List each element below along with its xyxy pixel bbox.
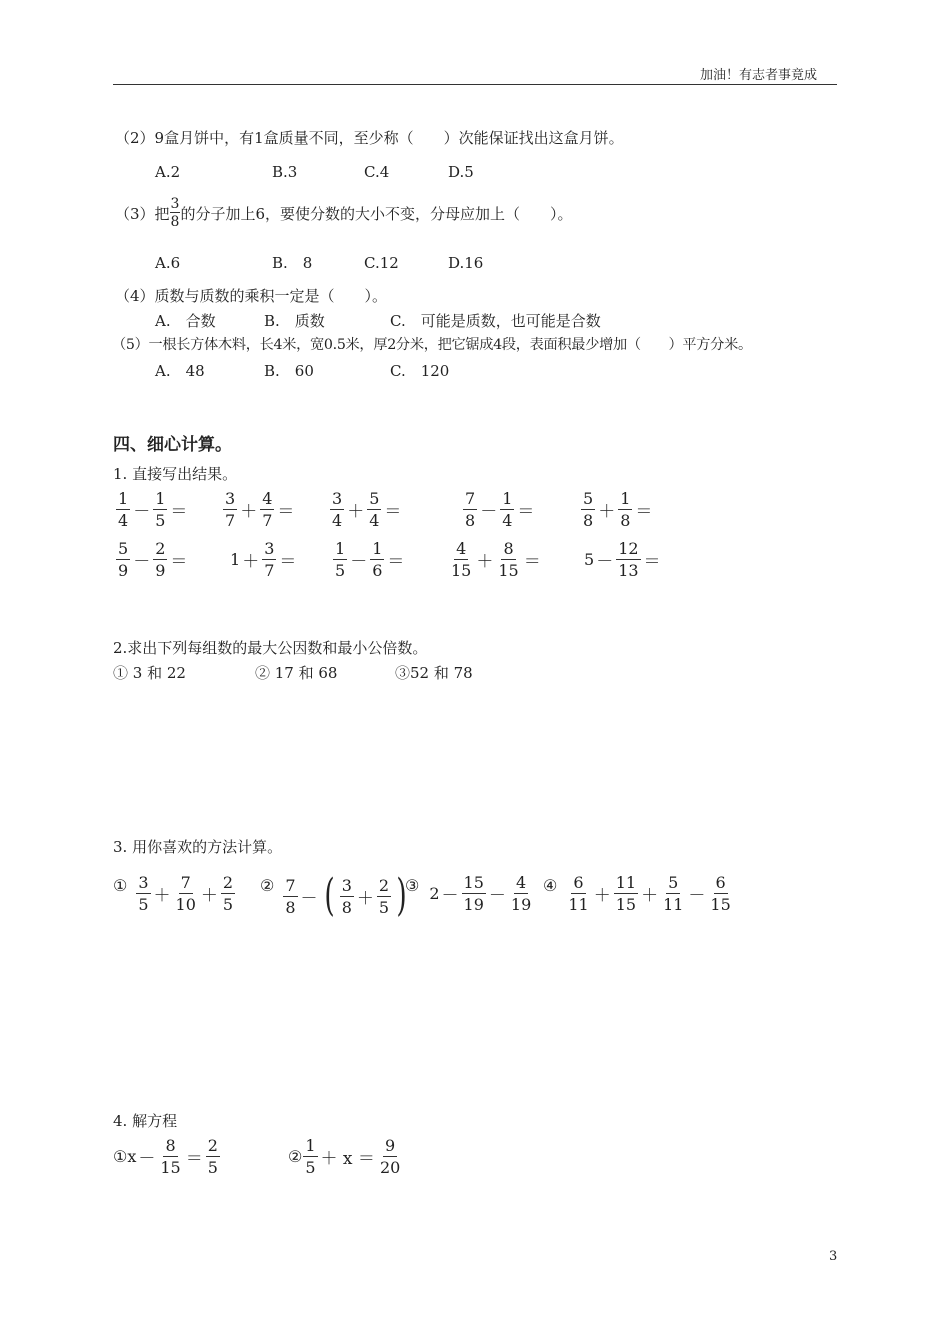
numerator: 7: [180, 873, 191, 892]
denominator: 20: [379, 1158, 401, 1177]
q2-option-c: C.4: [364, 163, 390, 181]
expression-term: ②: [260, 876, 275, 895]
numerator: 11: [615, 873, 637, 892]
numerator: 1: [372, 539, 383, 558]
denominator: 11: [568, 895, 589, 914]
denominator: 15: [451, 561, 472, 580]
numerator: 7: [285, 875, 296, 895]
expression-term: 2: [429, 884, 440, 903]
calc-r2-1: [115, 540, 189, 579]
numerator: 4: [262, 489, 273, 508]
calc3-expr-4: [543, 874, 734, 913]
denominator: 9: [155, 561, 166, 580]
question-5: （5）一根长方体木料，长4米，宽0.5米，厚2分米，把它锯成4段，表面积最少增加（ ）平方分米。: [112, 337, 752, 353]
fraction: [618, 490, 632, 529]
fraction: [136, 874, 150, 913]
numerator: 1: [502, 489, 513, 508]
calc-r2-2: [230, 540, 298, 579]
denominator: 5: [138, 895, 149, 914]
q5-option-a: A. 48: [155, 362, 205, 380]
numerator: 1: [620, 489, 631, 508]
fraction: [463, 490, 477, 529]
operator: ＝: [523, 552, 541, 572]
operator: ＋: [200, 886, 218, 906]
calc-r2-3: [332, 540, 406, 579]
fraction: [260, 490, 274, 529]
fraction: [708, 874, 732, 913]
gcd-item-1: ① 3 和 22: [113, 664, 186, 682]
question-4: （4）质数与质数的乘积一定是（ ）。: [115, 287, 388, 305]
numerator: 2: [378, 875, 390, 895]
denominator: 7: [225, 511, 236, 530]
numerator: 1: [118, 489, 129, 508]
fraction: [221, 874, 235, 913]
q5-option-c: C. 120: [390, 362, 450, 380]
expression-term: ②: [288, 1147, 303, 1166]
fraction: [283, 877, 297, 916]
operator: ＋: [593, 886, 611, 906]
numerator: 8: [503, 539, 514, 558]
numerator: 6: [573, 873, 584, 892]
numerator: 1: [305, 1136, 316, 1155]
part2-title: 2.求出下列每组数的最大公因数和最小公倍数。: [113, 639, 428, 657]
calc-r1-1: [115, 490, 189, 529]
operator: ＝: [384, 502, 402, 522]
fraction: [377, 877, 391, 916]
q3-option-b: B. 8: [272, 254, 313, 272]
calc-r2-4: [448, 540, 543, 579]
expression-term: ③: [405, 876, 420, 895]
operator: ＋: [356, 888, 374, 909]
q4-option-b: B. 质数: [264, 312, 325, 330]
expression-term: ④: [543, 876, 558, 895]
q3-suffix: 的分子加上6，要使分数的大小不变，分母应加上（ ）。: [180, 204, 573, 223]
denominator: 19: [510, 895, 532, 914]
denominator: 4: [332, 511, 343, 530]
denominator: 5: [155, 511, 166, 530]
fraction: [378, 1137, 402, 1176]
numerator: 2: [155, 539, 166, 558]
denominator: 5: [222, 895, 234, 914]
numerator: 5: [583, 489, 594, 508]
question-3: [115, 196, 573, 231]
operator: ＋ x ＝: [320, 1149, 375, 1169]
question-2: （2）9盒月饼中，有1盒质量不同，至少称（ ）次能保证找出这盒月饼。: [115, 129, 624, 147]
calc3-expr-3: [405, 874, 534, 913]
numerator: 5: [118, 539, 129, 558]
q4-option-c: C. 可能是质数，也可能是合数: [390, 312, 601, 330]
numerator: 2: [222, 873, 234, 892]
operator: ＋: [153, 886, 171, 906]
operator: ＝: [643, 552, 661, 572]
header-rule: [113, 84, 837, 85]
q3-option-a: A.6: [155, 254, 181, 272]
calc-r1-4: [462, 490, 536, 529]
denominator: 15: [160, 1158, 181, 1177]
operator: ＋: [347, 502, 365, 522]
numerator: 4: [515, 873, 527, 892]
header-slogan: 加油！有志者事竟成: [700, 68, 818, 83]
numerator: 1: [155, 489, 166, 508]
q2-option-b: B.3: [272, 163, 298, 181]
operator: ＝: [635, 502, 653, 522]
fraction: [116, 540, 130, 579]
numerator: 2: [207, 1136, 218, 1155]
page-number: 3: [829, 1249, 838, 1264]
part4-title: 4. 解方程: [113, 1112, 178, 1130]
gcd-item-2: ② 17 和 68: [255, 664, 338, 682]
fraction: [303, 1137, 317, 1176]
calc-r1-5: [580, 490, 654, 529]
fraction: [333, 540, 347, 579]
denominator: 4: [118, 511, 129, 530]
fraction: [449, 540, 473, 579]
calc3-expr-2: [260, 870, 411, 921]
numerator: 1: [335, 539, 346, 558]
q3-option-d: D.16: [448, 254, 484, 272]
denominator: 4: [502, 511, 513, 530]
q5-option-b: B. 60: [264, 362, 314, 380]
operator: ＝: [170, 552, 188, 572]
operator: －: [688, 886, 706, 906]
fraction: [262, 540, 276, 579]
fraction: [153, 540, 167, 579]
denominator: 8: [620, 511, 631, 530]
fraction: [496, 540, 520, 579]
operator: ＝: [517, 502, 535, 522]
fraction: [462, 874, 486, 913]
numerator: 3: [225, 489, 236, 508]
denominator: 15: [710, 895, 731, 914]
operator: ＋: [240, 502, 258, 522]
denominator: 5: [207, 1158, 218, 1177]
equation-1: [113, 1137, 221, 1176]
operator: －: [133, 552, 151, 572]
denominator: 11: [663, 895, 684, 914]
numerator: 8: [165, 1136, 176, 1155]
fraction: [661, 874, 685, 913]
fraction: [367, 490, 381, 529]
numerator: 9: [385, 1136, 396, 1155]
calc-r1-2: [222, 490, 296, 529]
expression-term: 1: [230, 550, 241, 569]
operator: －: [133, 502, 151, 522]
denominator: 5: [305, 1158, 316, 1177]
denominator: 8: [341, 897, 352, 917]
section-title: 四、细心计算。: [113, 435, 232, 455]
operator: －: [480, 502, 498, 522]
operator: ＋: [641, 886, 659, 906]
fraction: [614, 874, 638, 913]
numerator: 5: [369, 489, 380, 508]
denominator: 7: [264, 561, 275, 580]
operator: ＝: [277, 502, 295, 522]
operator: ＝: [387, 552, 405, 572]
operator: －: [138, 1149, 156, 1169]
fraction: [223, 490, 237, 529]
operator: －: [488, 886, 506, 906]
denominator: 6: [372, 561, 383, 580]
denominator: 15: [498, 561, 519, 580]
denominator: 4: [369, 511, 380, 530]
expression-term: 5: [584, 550, 595, 569]
fraction: [153, 490, 167, 529]
operator: －: [596, 552, 614, 572]
operator: ＝: [170, 502, 188, 522]
fraction: [340, 877, 354, 916]
fraction: [158, 1137, 182, 1176]
q4-option-a: A. 合数: [155, 312, 216, 330]
q2-option-d: D.5: [448, 163, 474, 181]
expression-term: ①: [113, 876, 128, 895]
calc-r1-3: [329, 490, 403, 529]
fraction: [370, 540, 384, 579]
fraction: [174, 874, 198, 913]
fraction: [500, 490, 514, 529]
calc3-expr-1: [113, 874, 236, 913]
denominator: 5: [378, 897, 390, 917]
denominator: 8: [465, 511, 476, 530]
parenthesis: (: [323, 870, 335, 921]
numerator: 5: [668, 873, 679, 892]
numerator: 3: [264, 539, 275, 558]
denominator: 8: [583, 511, 594, 530]
fraction: [206, 1137, 220, 1176]
calc-r2-5: [584, 540, 663, 579]
parenthesis: ): [396, 870, 407, 921]
q3-option-c: C.12: [364, 254, 399, 272]
fraction: [330, 490, 344, 529]
q3-prefix: （3）把: [115, 204, 170, 223]
numerator: 6: [715, 873, 726, 892]
denominator: 13: [618, 561, 639, 580]
denominator: 9: [118, 561, 129, 580]
numerator: 3: [332, 489, 343, 508]
numerator: 3: [138, 873, 149, 892]
numerator: 3: [341, 875, 352, 895]
fraction: [581, 490, 595, 529]
operator: ＋: [598, 502, 616, 522]
numerator: 12: [618, 539, 639, 558]
q3-fraction: [170, 196, 181, 231]
operator: ＝: [279, 552, 297, 572]
q2-option-a: A.2: [155, 163, 181, 181]
denominator: 10: [175, 895, 196, 914]
operator: －: [300, 888, 318, 909]
numerator: 15: [463, 873, 484, 892]
q3-numerator: 3: [170, 196, 180, 212]
operator: ＋: [476, 552, 494, 572]
numerator: 7: [465, 489, 476, 508]
fraction: [116, 490, 130, 529]
denominator: 5: [335, 561, 346, 580]
equation-2: [288, 1137, 403, 1176]
fraction: [566, 874, 590, 913]
operator: －: [441, 886, 459, 906]
fraction: [509, 874, 533, 913]
gcd-item-3: ③52 和 78: [395, 664, 473, 682]
operator: －: [350, 552, 368, 572]
operator: ＋: [242, 552, 260, 572]
denominator: 19: [463, 895, 484, 914]
part1-title: 1. 直接写出结果。: [113, 465, 238, 483]
q3-denominator: 8: [170, 214, 180, 230]
numerator: 4: [456, 539, 467, 558]
operator: ＝: [185, 1149, 203, 1169]
expression-term: ①x: [113, 1147, 137, 1166]
part3-title: 3. 用你喜欢的方法计算。: [113, 838, 283, 856]
fraction: [616, 540, 640, 579]
denominator: 7: [262, 511, 273, 530]
denominator: 15: [615, 895, 637, 914]
denominator: 8: [285, 897, 296, 917]
